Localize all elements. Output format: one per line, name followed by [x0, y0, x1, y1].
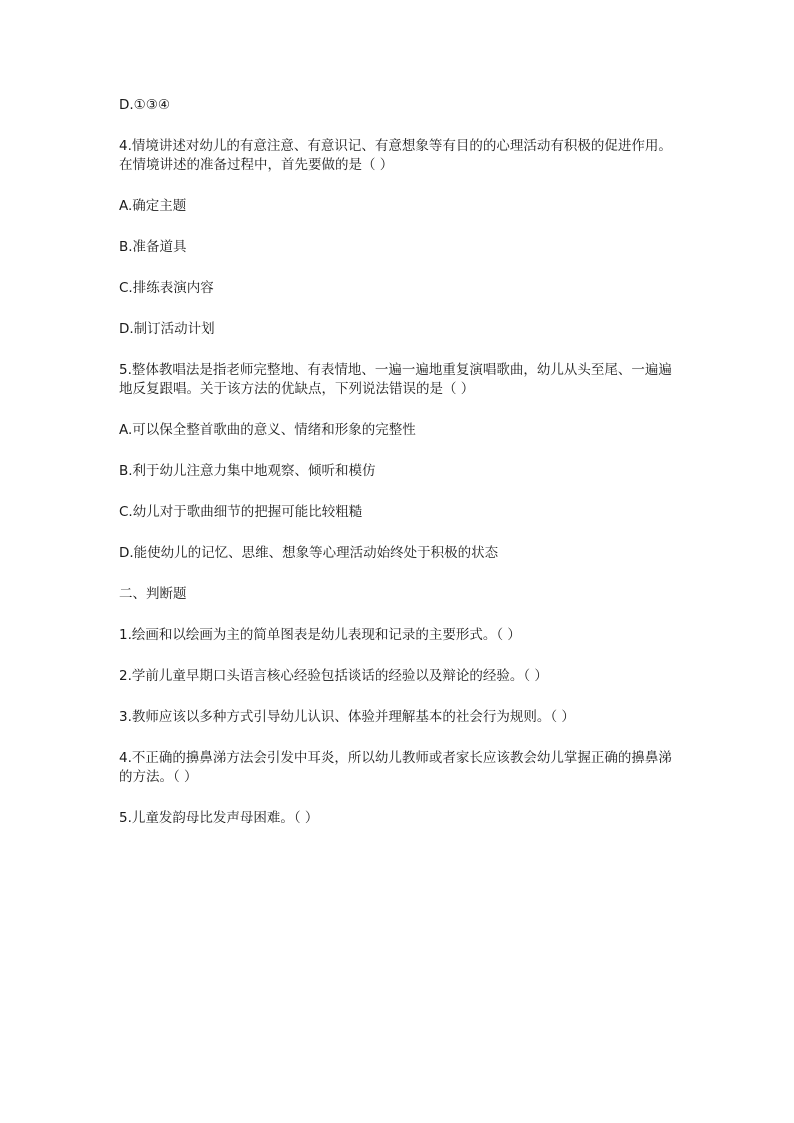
- q4-option-b: B.准备道具: [119, 239, 187, 255]
- question-5: 5.整体教唱法是指老师完整地、有表情地、一遍一遍地重复演唱歌曲，幼儿从头至尾、一遍遍地反复跟唱。关于该方法的优缺点，下列说法错误的是（ ）: [119, 362, 672, 397]
- q5-option-c: C.幼儿对于歌曲细节的把握可能比较粗糙: [119, 504, 363, 520]
- judgment-1: 1.绘画和以绘画为主的简单图表是幼儿表现和记录的主要形式。（ ）: [119, 627, 521, 643]
- q3-option-d: D.①③④: [119, 97, 170, 113]
- q5-option-b: B.利于幼儿注意力集中地观察、倾听和模仿: [119, 463, 376, 479]
- q5-option-a: A.可以保全整首歌曲的意义、情绪和形象的完整性: [119, 422, 416, 438]
- judgment-5: 5.儿童发韵母比发声母困难。（ ）: [119, 810, 319, 826]
- q5-option-d: D.能使幼儿的记忆、思维、想象等心理活动始终处于积极的状态: [119, 545, 499, 561]
- section-heading-judgment: 二、判断题: [119, 586, 187, 602]
- judgment-2: 2.学前儿童早期口头语言核心经验包括谈话的经验以及辩论的经验。（ ）: [119, 668, 548, 684]
- q4-option-d: D.制订活动计划: [119, 321, 215, 337]
- q4-option-c: C.排练表演内容: [119, 280, 214, 296]
- document-content: [119, 96, 675, 828]
- question-4: 4.情境讲述对幼儿的有意注意、有意识记、有意想象等有目的的心理活动有积极的促进作用。在情境讲述的准备过程中，首先要做的是（ ）: [119, 138, 672, 173]
- q4-option-a: A.确定主题: [119, 198, 187, 214]
- judgment-3: 3.教师应该以多种方式引导幼儿认识、体验并理解基本的社会行为规则。（ ）: [119, 709, 575, 725]
- judgment-4: 4.不正确的擤鼻涕方法会引发中耳炎，所以幼儿教师或者家长应该教会幼儿掌握正确的擤鼻涕的方法。（ ）: [119, 750, 672, 785]
